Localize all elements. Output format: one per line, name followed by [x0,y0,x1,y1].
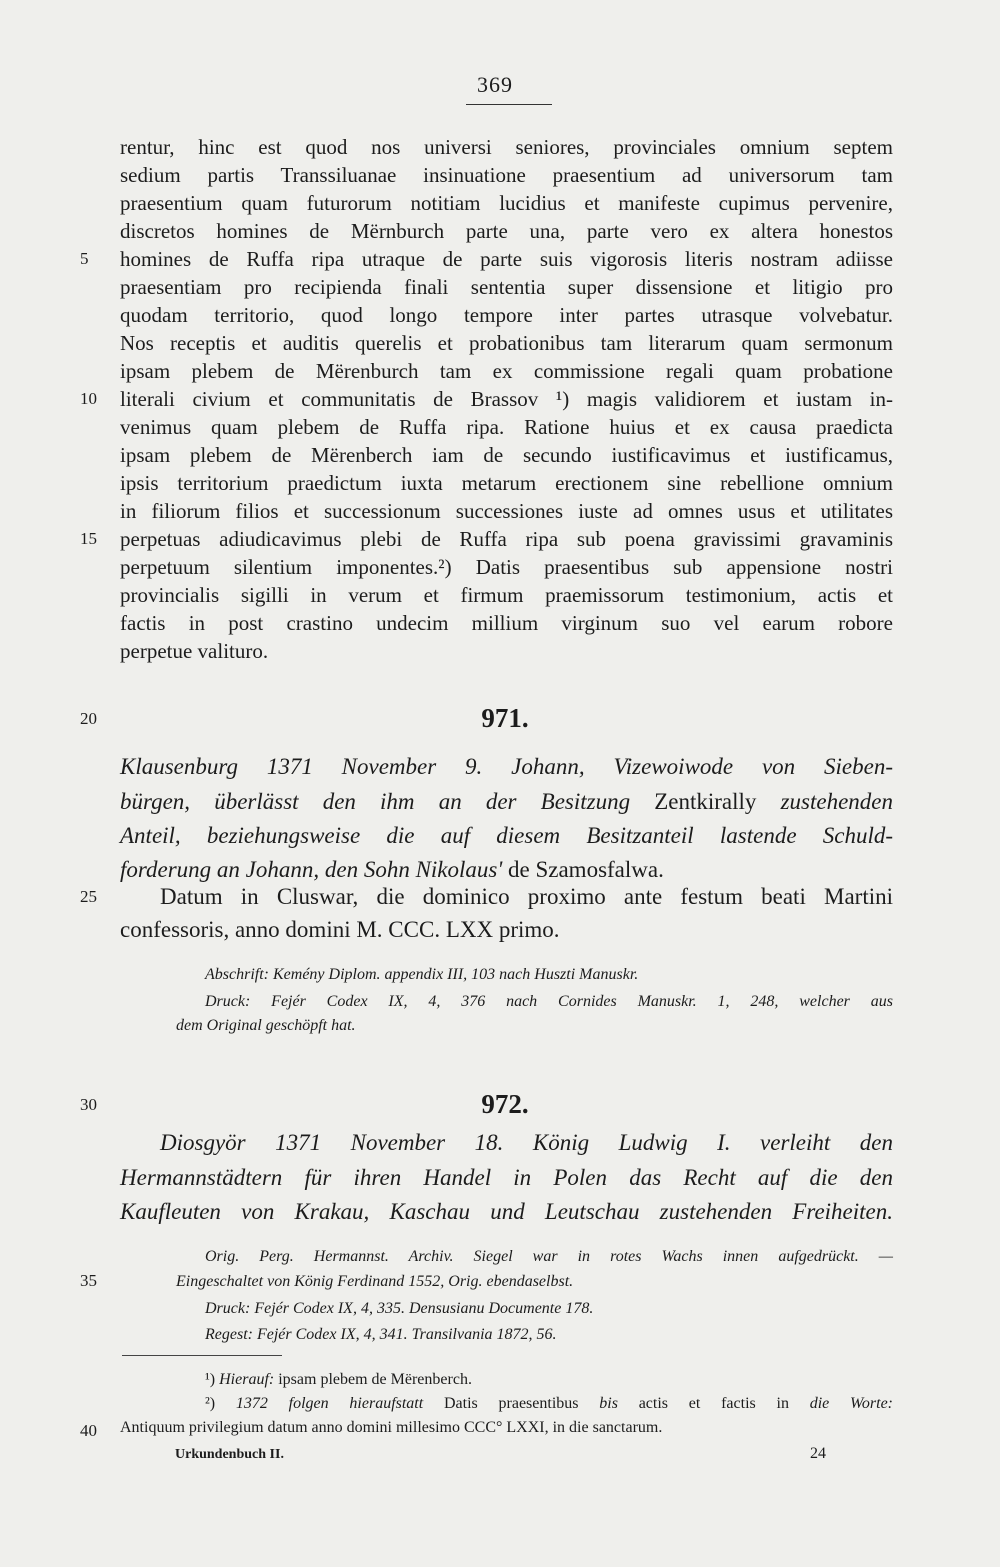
text-line: ipsam plebem de Mërenberch iam de secundo iustificavimus et iustificamus, [120,443,893,467]
text-line: venimus quam plebem de Ruffa ripa. Ratione huius et ex causa praedicta [120,415,893,439]
text-line: discretos homines de Mërnburch parte una, parte vero ex altera honestos [120,219,893,243]
line-number: 40 [80,1421,97,1440]
text-line: praesentium quam futurorum notitiam lucidius et manifeste cupimus pervenire, [120,191,893,215]
regest-line: Hermannstädtern für ihren Handel in Polen das Recht auf die den [120,1165,893,1190]
text-line: sedium partis Transsiluanae insinuatione praesentium ad universorum tam [120,163,893,187]
regest-line: Klausenburg 1371 November 9. Johann, Vizewoiwode von Sieben- [120,754,893,779]
line-number: 20 [80,709,97,728]
entry-number: 972. [481,1089,529,1119]
text-line: ipsis territorium praedictum iuxta metarum erectionem sine rebellione omnium [120,471,893,495]
line-number: 5 [80,249,89,268]
text-line: praesentiam pro recipienda finali sententia super dissensione et litigio pro [120,275,893,299]
page-number-rule [466,104,552,105]
text-line: quodam territorio, quod longo tempore inter partes utrasque volvebatur. [120,303,893,327]
entry-text-line: Datum in Cluswar, die dominico proximo ante festum beati Martini [160,884,893,909]
entry-text-line: confessoris, anno domini M. CCC. LXX primo. [120,917,560,942]
place-name: de Szamosfalwa. [508,857,664,882]
line-number: 30 [80,1095,97,1114]
source-note: Eingeschaltet von König Ferdinand 1552, Orig. ebendaselbst. [176,1273,574,1290]
footnote-1: ¹) Hierauf: ipsam plebem de Mërenberch. [205,1371,472,1388]
place-name: Zentkirally [654,789,757,814]
source-note: Regest: Fejér Codex IX, 4, 341. Transilvania 1872, 56. [205,1326,557,1343]
text-line: factis in post crastino undecim millium virginum suo vel earum robore [120,611,893,635]
source-note: Druck: Fejér Codex IX, 4, 335. Densusianu Documente 178. [205,1300,594,1317]
text-line: ipsam plebem de Mërenburch tam ex commissione regali quam probatione [120,359,893,383]
page-number: 369 [477,72,513,97]
text-line: rentur, hinc est quod nos universi seniores, provinciales omnium septem [120,135,893,159]
source-note: Orig. Perg. Hermannst. Archiv. Siegel war in rotes Wachs innen aufgedrückt. — [205,1248,893,1265]
text-line: perpetue valituro. [120,639,269,663]
regest-line: Anteil, beziehungsweise die auf diesem Besitzanteil lastende Schuld- [120,823,893,848]
text-line: perpetuas adiudicavimus plebi de Ruffa ripa sub poena gravissimi gravaminis [120,527,893,551]
entry-number: 971. [481,703,529,733]
text-line: Nos receptis et auditis querelis et probationibus tam literarum quam sermonum [120,331,893,355]
text-line: homines de Ruffa ripa utraque de parte suis vigorosis literis nostram adiisse [120,247,893,271]
book-title-footer: Urkundenbuch II. [175,1447,284,1462]
line-number: 15 [80,529,97,548]
regest-line: bürgen, überlässt den ihm an der Besitzung Zentkirally zustehenden [120,789,893,814]
text-line: perpetuum silentium imponentes.²) Datis praesentibus sub appensione nostri [120,555,893,579]
line-number: 25 [80,887,97,906]
line-number: 10 [80,389,97,408]
line-number: 35 [80,1271,97,1290]
regest-line: forderung an Johann, den Sohn Nikolaus' de Szamosfalwa. [120,857,664,882]
footnote-rule [122,1355,282,1356]
source-note: Druck: Fejér Codex IX, 4, 376 nach Cornides Manuskr. 1, 248, welcher aus [205,993,893,1010]
signature-mark: 24 [810,1445,826,1462]
source-note: Abschrift: Kemény Diplom. appendix III, 103 nach Huszti Manuskr. [205,966,639,983]
source-note: dem Original geschöpft hat. [176,1017,356,1034]
footnote-2: ²) 1372 folgen hieraufstatt Datis praesentibus bis actis et factis in die Worte: [205,1395,893,1412]
regest-line: Kaufleuten von Krakau, Kaschau und Leutschau zustehenden Freiheiten. [120,1199,893,1224]
text-line: literali civium et communitatis de Brassov ¹) magis validiorem et iustam in- [120,387,893,411]
text-line: provincialis sigilli in verum et firmum praemissorum testimonium, actis et [120,583,893,607]
regest-line: Diosgyör 1371 November 18. König Ludwig I. verleiht den [160,1130,893,1155]
text-line: in filiorum filios et successionum successiones iuste ad omnes usus et utilitates [120,499,893,523]
footnote-2-continuation: Antiquum privilegium datum anno domini millesimo CCC° LXXI, in die sanctarum. [120,1419,663,1436]
